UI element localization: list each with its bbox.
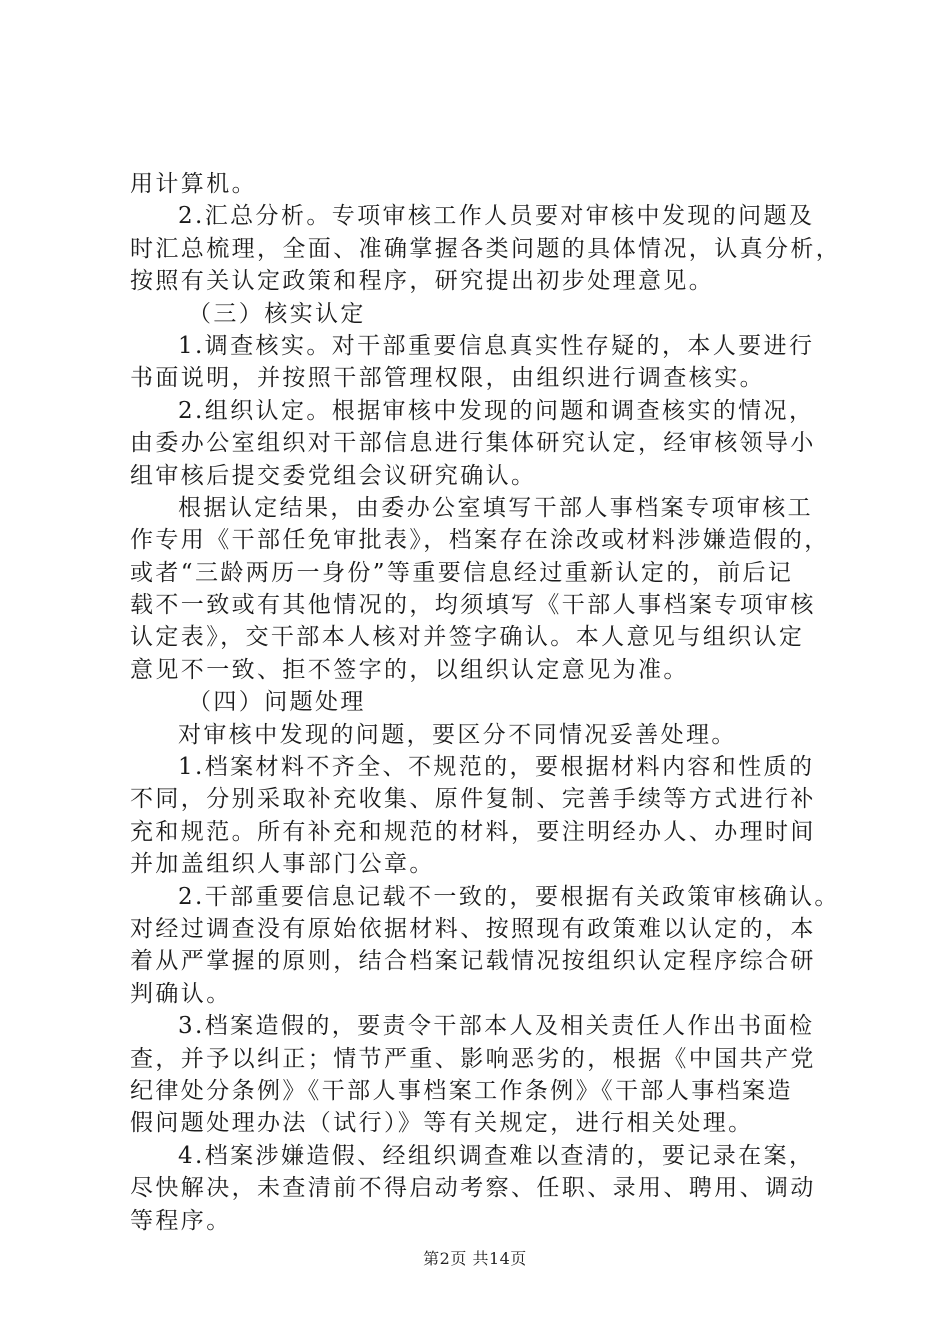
text-line: 判确认。 [130,980,232,1007]
text-line: 对经过调查没有原始依据材料、按照现有政策难以认定的，本 [130,915,816,942]
text-line: 着从严掌握的原则，结合档案记载情况按组织认定程序综合研 [130,948,816,975]
paragraph-start: 4.档案涉嫌造假、经组织调查难以查清的，要记录在案， [178,1142,815,1169]
text-line: 作专用《干部任免审批表》，档案存在涂改或材料涉嫌造假的， [130,527,830,554]
text-line: 假问题处理办法（试行）》等有关规定，进行相关处理。 [130,1110,754,1137]
text-line: 认定表》，交干部本人核对并签字确认。本人意见与组织认定 [130,624,805,651]
paragraph-start: 2.组织认定。根据审核中发现的问题和调查核实的情况， [178,397,815,424]
section-heading-4: （四）问题处理 [188,689,366,716]
paragraph-start: 2.汇总分析。专项审核工作人员要对审核中发现的问题及 [178,203,815,230]
text-line: 查，并予以纠正；情节严重、影响恶劣的，根据《中国共产党 [130,1045,816,1072]
paragraph-start: 2.干部重要信息记载不一致的，要根据有关政策审核确认。 [178,883,840,910]
section-heading-3: （三）核实认定 [188,300,366,327]
text-line: 并加盖组织人事部门公章。 [130,851,435,878]
text-line: 用计算机。 [130,171,257,197]
text-line: 充和规范。所有补充和规范的材料，要注明经办人、办理时间 [130,818,816,845]
text-line: 等程序。 [130,1207,232,1234]
page-number-footer: 第2页 共14页 [423,1249,527,1268]
text-line: 不同，分别采取补充收集、原件复制、完善手续等方式进行补 [130,786,816,813]
text-line: 书面说明，并按照干部管理权限，由组织进行调查核实。 [130,365,765,392]
paragraph-start: 1.调查核实。对干部重要信息真实性存疑的，本人要进行 [178,332,815,359]
document-body [130,168,842,1237]
paragraph-start: 3.档案造假的，要责令干部本人及相关责任人作出书面检 [178,1013,815,1040]
text-line: 组审核后提交委党组会议研究确认。 [130,462,537,489]
text-line: 意见不一致、拒不签字的，以组织认定意见为准。 [130,656,689,683]
paragraph-start: 1.档案材料不齐全、不规范的，要根据材料内容和性质的 [178,754,815,781]
paragraph-start: 根据认定结果，由委办公室填写干部人事档案专项审核工 [178,494,813,521]
paragraph-start: 对审核中发现的问题，要区分不同情况妥善处理。 [178,721,737,748]
text-line: 尽快解决，未查清前不得启动考察、任职、录用、聘用、调动 [130,1175,816,1202]
text-line: 时汇总梳理，全面、准确掌握各类问题的具体情况，认真分析， [130,235,842,262]
text-line: 由委办公室组织对干部信息进行集体研究认定，经审核领导小 [130,430,816,457]
text-line: 载不一致或有其他情况的，均须填写《干部人事档案专项审核 [130,592,816,619]
text-line: 按照有关认定政策和程序，研究提出初步处理意见。 [130,268,715,295]
text-line: 纪律处分条例》《干部人事档案工作条例》《干部人事档案造 [130,1077,793,1104]
text-line: 或者“三龄两历一身份”等重要信息经过重新认定的，前后记 [130,559,794,586]
